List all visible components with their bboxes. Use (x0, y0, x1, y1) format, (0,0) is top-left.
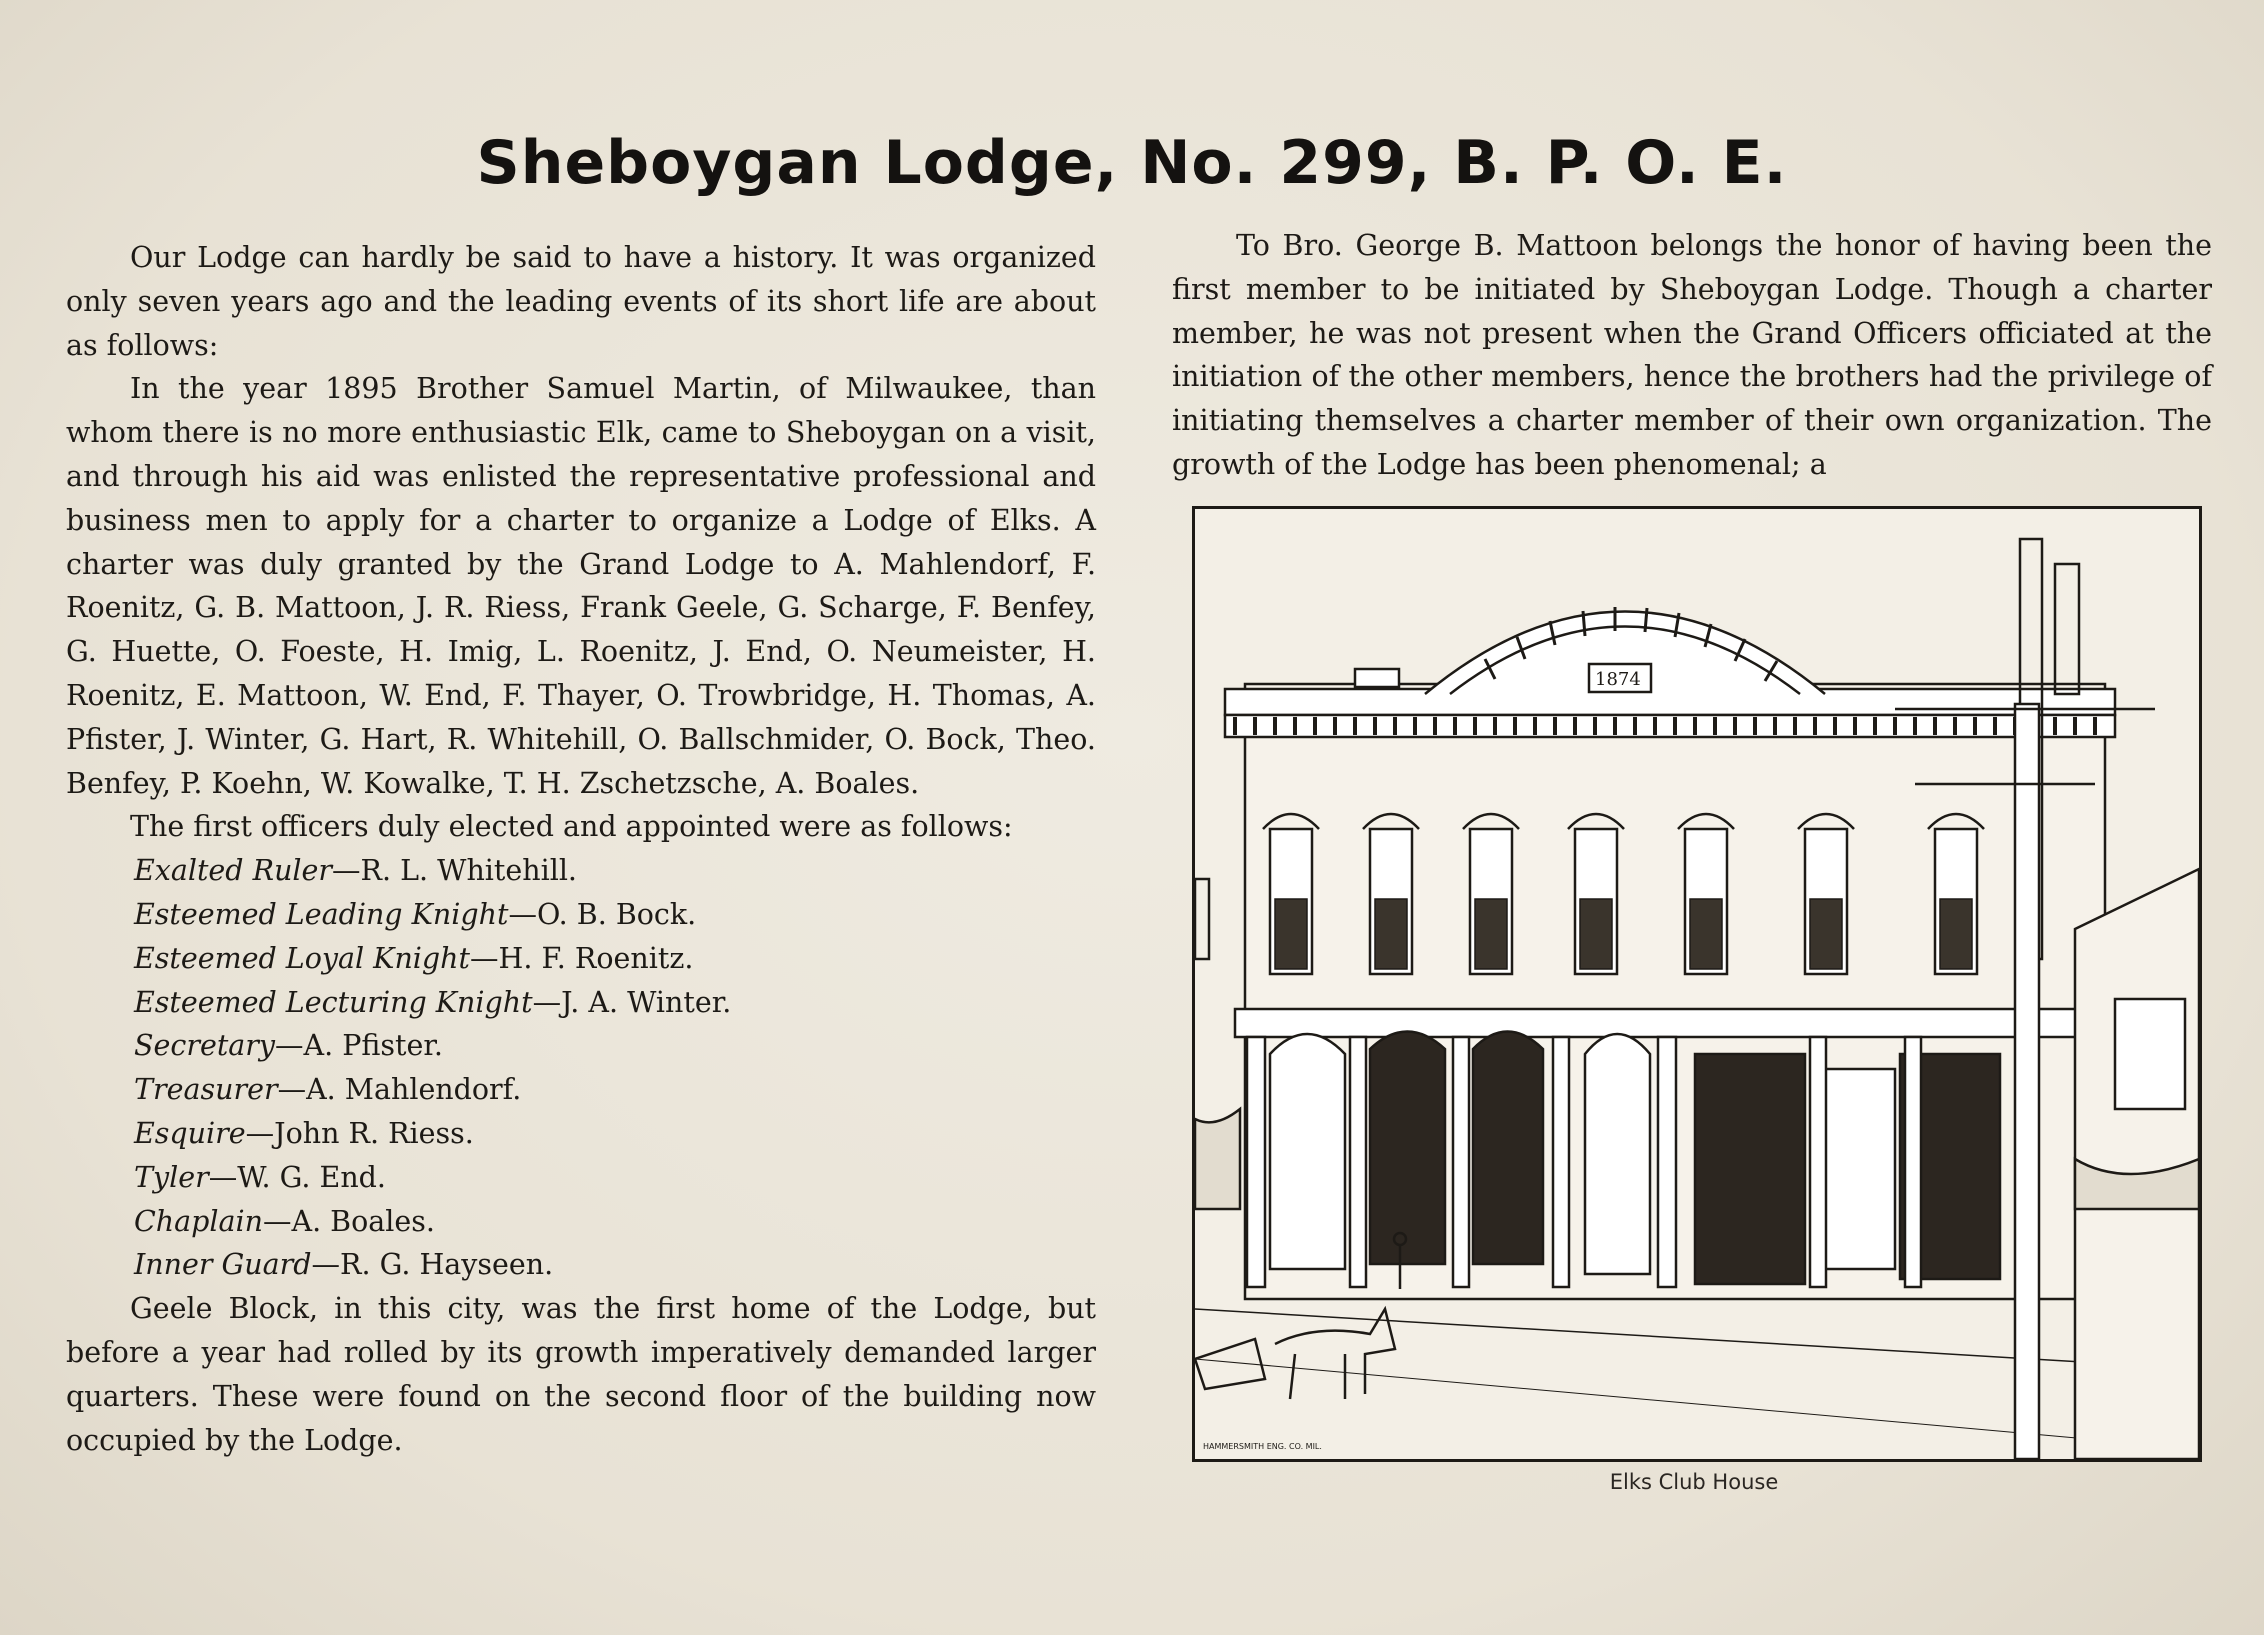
date-plaque: 1874 (1595, 669, 1641, 690)
officer-line (66, 1243, 1096, 1287)
officer-name: —A. Mahlendorf. (277, 1073, 522, 1107)
elks-club-house-illustration (1192, 506, 2202, 1462)
officer-role: Esteemed Loyal Knight (134, 941, 470, 975)
officer-line (66, 1068, 1096, 1112)
page-title: Sheboygan Lodge, No. 299, B. P. O. E. (476, 128, 1788, 198)
right-column (1172, 224, 2212, 487)
officer-name: —H. F. Roenitz. (469, 941, 694, 975)
officer-role: Exalted Ruler (134, 854, 333, 888)
mattoon-paragraph: To Bro. George B. Mattoon belongs the honor of having been the first member to be initiated by Sheboygan Lodge. Though a charter member, he was not present when the Grand Officers officiated at the initiation of the other members, hence the brothers had the privilege of initiating themselves a charter member of their own organization. The growth of the Lodge has been phenomenal; a (1172, 229, 2212, 481)
engraver-credit: HAMMERSMITH ENG. CO. MIL. (1203, 1442, 1322, 1451)
officer-name: —W. G. End. (208, 1160, 386, 1194)
officer-name: —John R. Riess. (245, 1116, 474, 1150)
officer-role: Esteemed Lecturing Knight (134, 985, 533, 1019)
officer-line (66, 1200, 1096, 1244)
officer-line (66, 849, 1096, 893)
officer-name: —R. G. Hayseen. (311, 1248, 554, 1282)
officers-list (66, 849, 1096, 1287)
officer-line (66, 1112, 1096, 1156)
geele-block-paragraph: Geele Block, in this city, was the first home of the Lodge, but before a year had rolled by its growth imperatively demanded larger quarters. These were found on the second floor of the building now occupied by the Lodge. (66, 1292, 1096, 1457)
officers-intro: The first officers duly elected and appointed were as follows: (130, 810, 1013, 844)
officer-role: Esteemed Leading Knight (134, 897, 509, 931)
officer-role: Esquire (134, 1116, 246, 1150)
officer-name: —A. Boales. (262, 1204, 435, 1238)
officer-role: Treasurer (134, 1073, 278, 1107)
officer-line (66, 1024, 1096, 1068)
officer-role: Inner Guard (134, 1248, 312, 1282)
officer-name: —J. A. Winter. (532, 985, 732, 1019)
officer-line (66, 937, 1096, 981)
officer-name: —A. Pfister. (275, 1029, 443, 1063)
building-drawing (1195, 509, 2199, 1459)
officer-role: Chaplain (134, 1204, 263, 1238)
officer-role: Secretary (134, 1029, 276, 1063)
charter-paragraph: In the year 1895 Brother Samuel Martin, of Milwaukee, than whom there is no more enthusiastic Elk, came to Sheboygan on a visit, and through his aid was enlisted the representative professional and business men to apply for a charter to organize a Lodge of Elks. A charter was duly granted by the Grand Lodge to A. Mahlendorf, F. Roenitz, G. B. Mattoon, J. R. Riess, Frank Geele, G. Scharge, F. Benfey, G. Huette, O. Foeste, H. Imig, L. Roenitz, J. End, O. Neumeister, H. Roenitz, E. Mattoon, W. End, F. Thayer, O. Trowbridge, H. Thomas, A. Pfister, J. Winter, G. Hart, R. Whitehill, O. Ballschmider, O. Bock, Theo. Benfey, P. Koehn, W. Kowalke, T. H. Zschetzsche, A. Boales. (66, 372, 1096, 800)
left-column (66, 236, 1096, 1462)
officer-line (66, 1156, 1096, 1200)
officer-name: —R. L. Whitehill. (332, 854, 577, 888)
officer-line (66, 893, 1096, 937)
intro-paragraph: Our Lodge can hardly be said to have a history. It was organized only seven years ago and the leading events of its short life are about as follows: (66, 241, 1096, 362)
officer-line (66, 981, 1096, 1025)
figure-caption: Elks Club House (1609, 1470, 1779, 1494)
officer-name: —O. B. Bock. (508, 897, 697, 931)
officer-role: Tyler (134, 1160, 209, 1194)
